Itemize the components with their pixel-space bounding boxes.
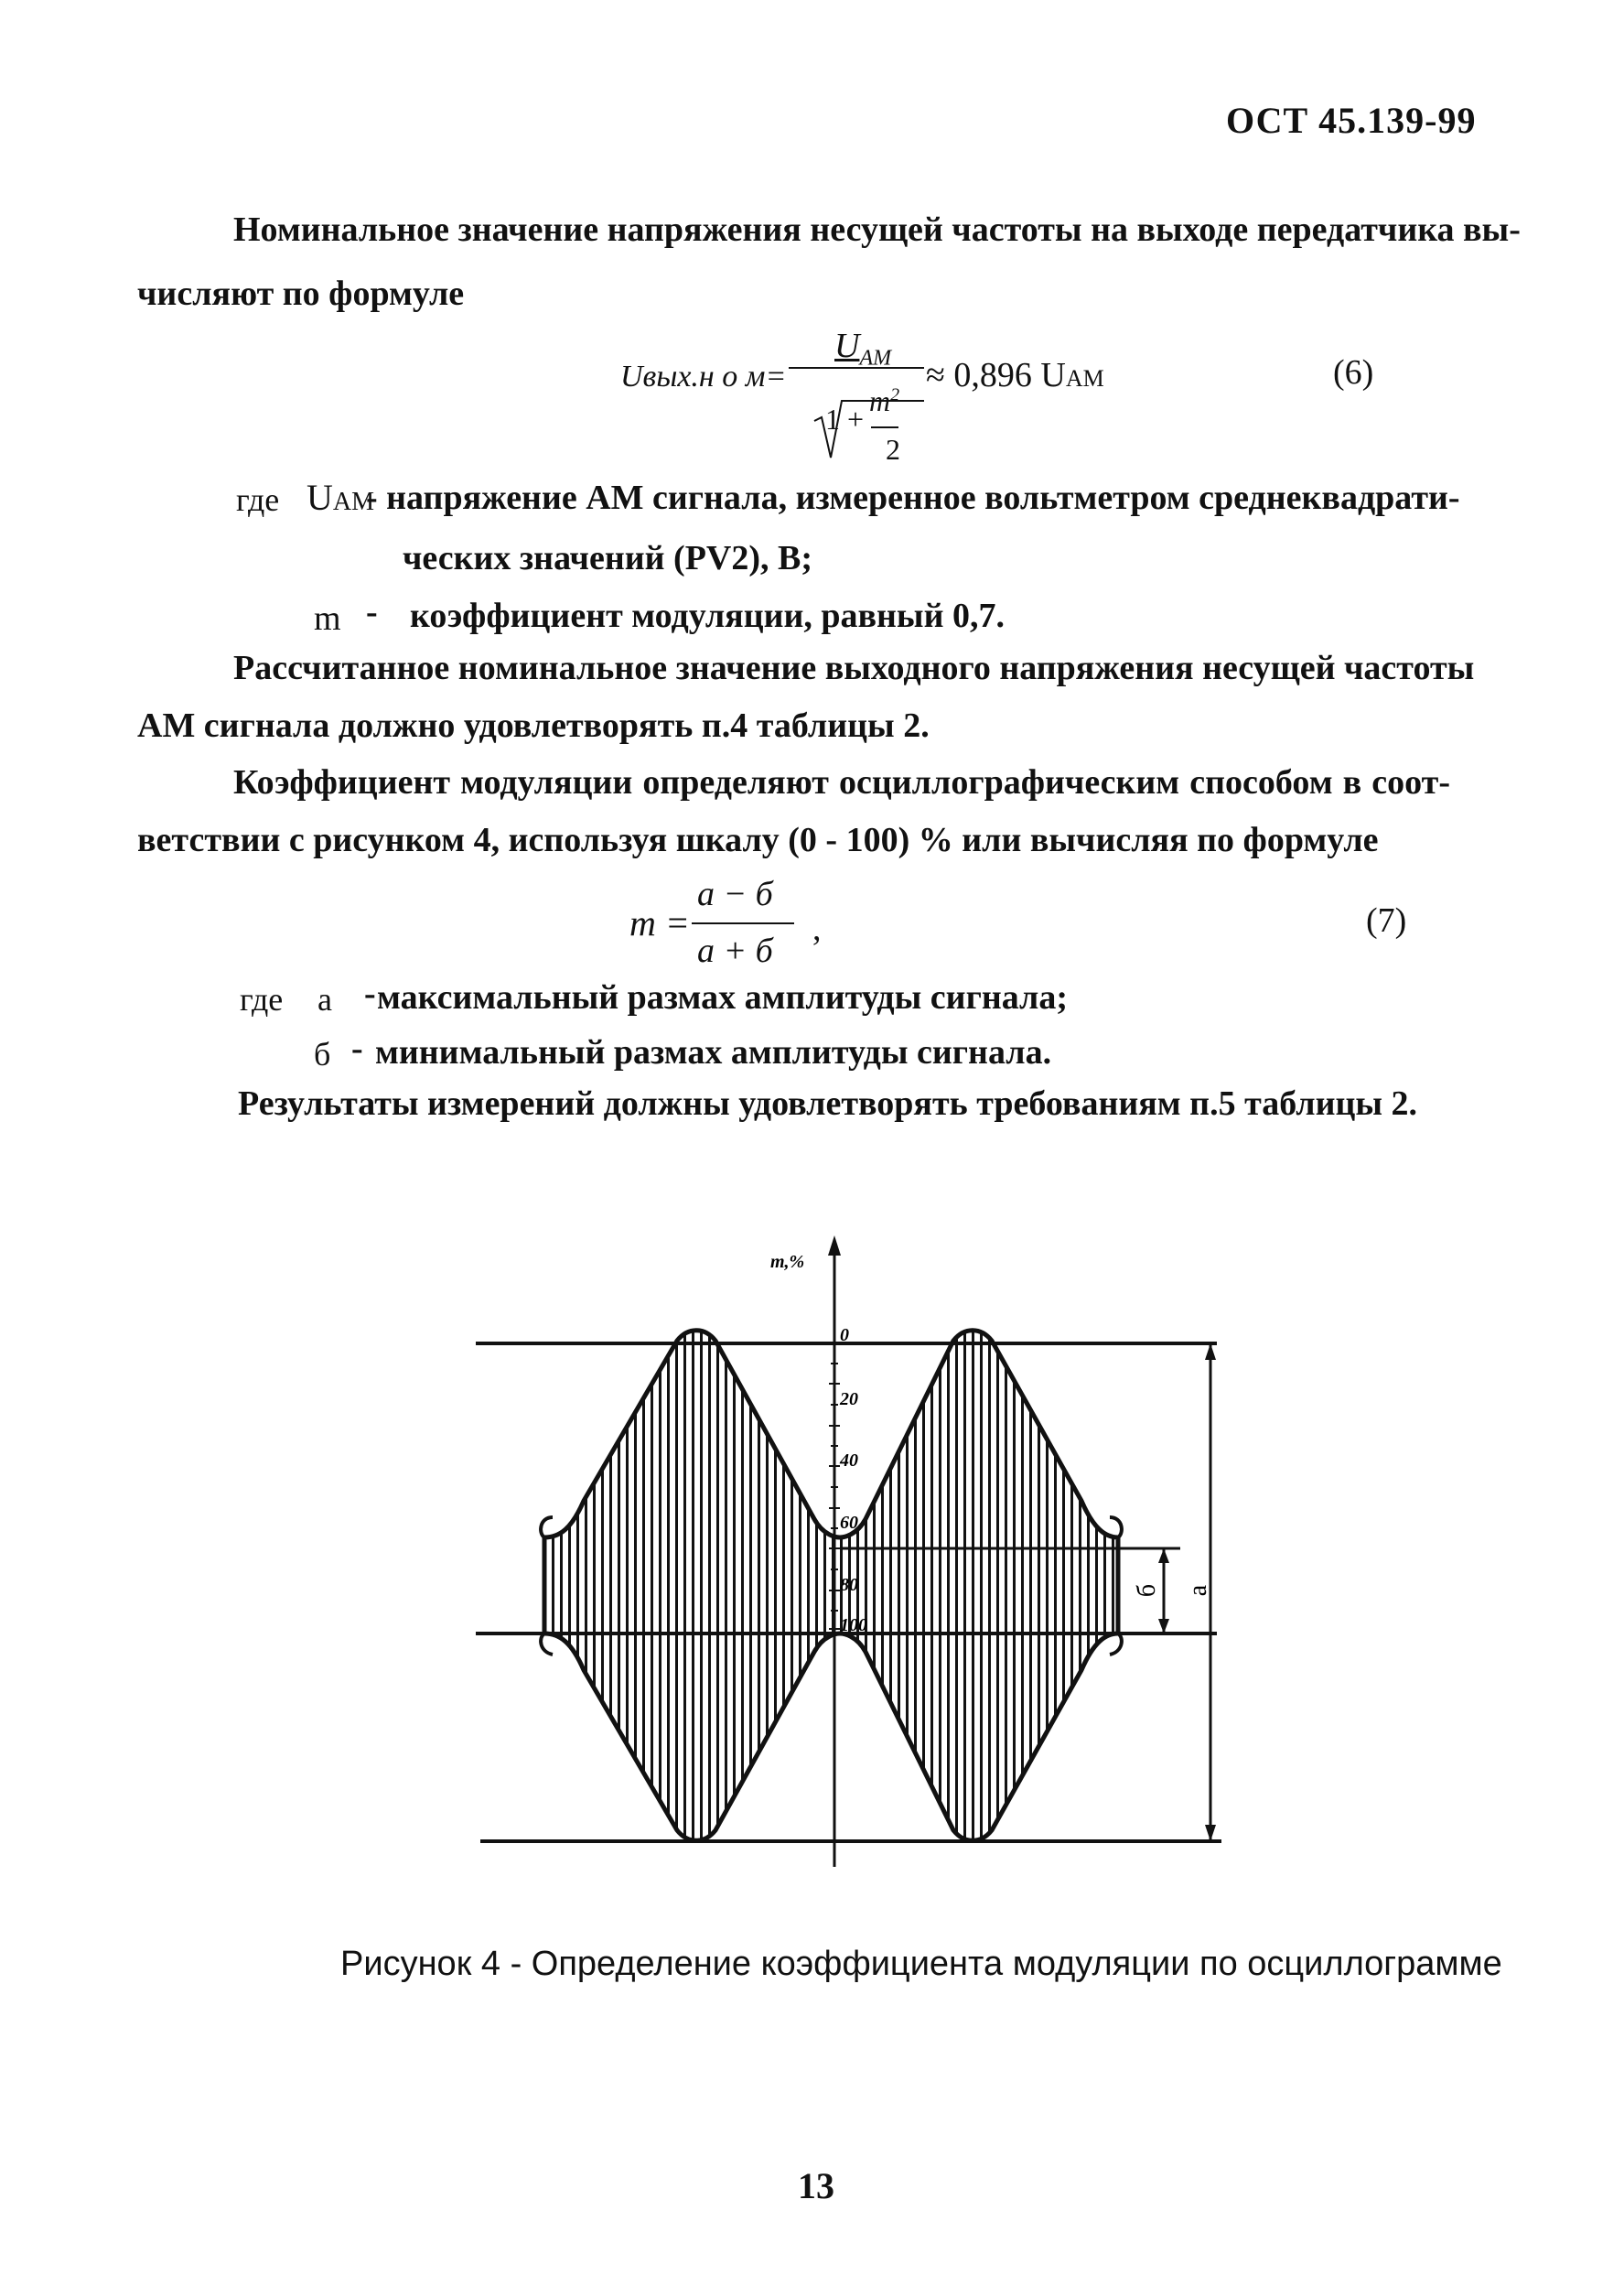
tick-label-20: 20 bbox=[840, 1389, 858, 1409]
m-dash: - bbox=[366, 593, 378, 631]
where-label-2: где bbox=[240, 981, 284, 1018]
formula-7-fraction-bar bbox=[692, 922, 794, 924]
tick-label-100: 100 bbox=[840, 1615, 867, 1635]
axis-label: m,% bbox=[770, 1252, 805, 1272]
modulated-signal-hatching bbox=[540, 1318, 1125, 1858]
formula-7-comma: , bbox=[812, 910, 822, 948]
formula-7-number: (7) bbox=[1366, 901, 1407, 940]
paragraph-3-line-1: Коэффициент модуляции определяют осциллографическим способом в соот- bbox=[233, 763, 1450, 802]
uam-definition-continued: ческих значений (PV2), В; bbox=[403, 539, 813, 577]
oscillogram-figure bbox=[0, 1226, 1624, 1903]
tick-label-60: 60 bbox=[840, 1513, 858, 1533]
figure-caption: Рисунок 4 - Определение коэффициента модуляции по осциллограмме bbox=[340, 1945, 1502, 1983]
paragraph-1-line-2: числяют по формуле bbox=[137, 275, 465, 313]
paragraph-2-line-1: Рассчитанное номинальное значение выходного напряжения несущей частоты bbox=[233, 649, 1475, 687]
formula-6-denominator-two: 2 bbox=[886, 433, 900, 466]
formula-7-numerator: a − б bbox=[697, 875, 773, 913]
dimension-a-label: а bbox=[1184, 1584, 1212, 1597]
formula-7-denominator: a + б bbox=[697, 932, 773, 970]
paragraph-1-line-1: Номинальное значение напряжения несущей частоты на выходе передатчика вы- bbox=[233, 210, 1521, 249]
tick-label-80: 80 bbox=[840, 1575, 858, 1595]
b-dash: - bbox=[351, 1030, 363, 1068]
formula-6-radical bbox=[787, 366, 933, 467]
paragraph-3-line-2: ветствии с рисунком 4, используя шкалу (0 - 100) % или вычисляя по формуле bbox=[137, 821, 1379, 859]
tick-label-40: 40 bbox=[840, 1450, 858, 1471]
b-definition: минимальный размах амплитуды сигнала. bbox=[375, 1033, 1052, 1072]
uam-symbol: UAM bbox=[307, 477, 375, 518]
a-dash: - bbox=[364, 975, 376, 1013]
b-symbol: б bbox=[314, 1036, 331, 1073]
formula-6-number: (6) bbox=[1333, 353, 1374, 392]
formula-6-denominator-m: $m^2$ bbox=[869, 384, 900, 417]
dimension-b-label: б bbox=[1133, 1583, 1161, 1598]
axis-arrowhead bbox=[828, 1235, 841, 1256]
formula-6-denominator-one: 1 + bbox=[825, 403, 865, 436]
paragraph-2-line-2: АМ сигнала должно удовлетворять п.4 таблицы 2. bbox=[137, 706, 930, 745]
paragraph-4: Результаты измерений должны удовлетворять требованиям п.5 таблицы 2. bbox=[238, 1084, 1418, 1123]
uam-definition: - напряжение АМ сигнала, измеренное вольтметром среднеквадрати- bbox=[366, 479, 1460, 517]
formula-6-lhs: Uвых.н о м= bbox=[620, 360, 787, 394]
tick-label-0: 0 bbox=[840, 1325, 849, 1345]
formula-6-numerator: $U_{AM}$ bbox=[834, 327, 892, 371]
where-label-1: где bbox=[236, 481, 280, 518]
document-code: ОСТ 45.139-99 bbox=[1226, 100, 1477, 141]
page-number: 13 bbox=[798, 2165, 834, 2206]
formula-6-rhs: ≈ 0,896 UAM bbox=[926, 356, 1104, 394]
m-definition: коэффициент модуляции, равный 0,7. bbox=[410, 597, 1005, 635]
a-symbol: а bbox=[317, 981, 332, 1018]
a-definition: максимальный размах амплитуды сигнала; bbox=[377, 978, 1069, 1017]
formula-7-lhs: m = bbox=[629, 902, 690, 943]
m-symbol: m bbox=[314, 599, 341, 638]
